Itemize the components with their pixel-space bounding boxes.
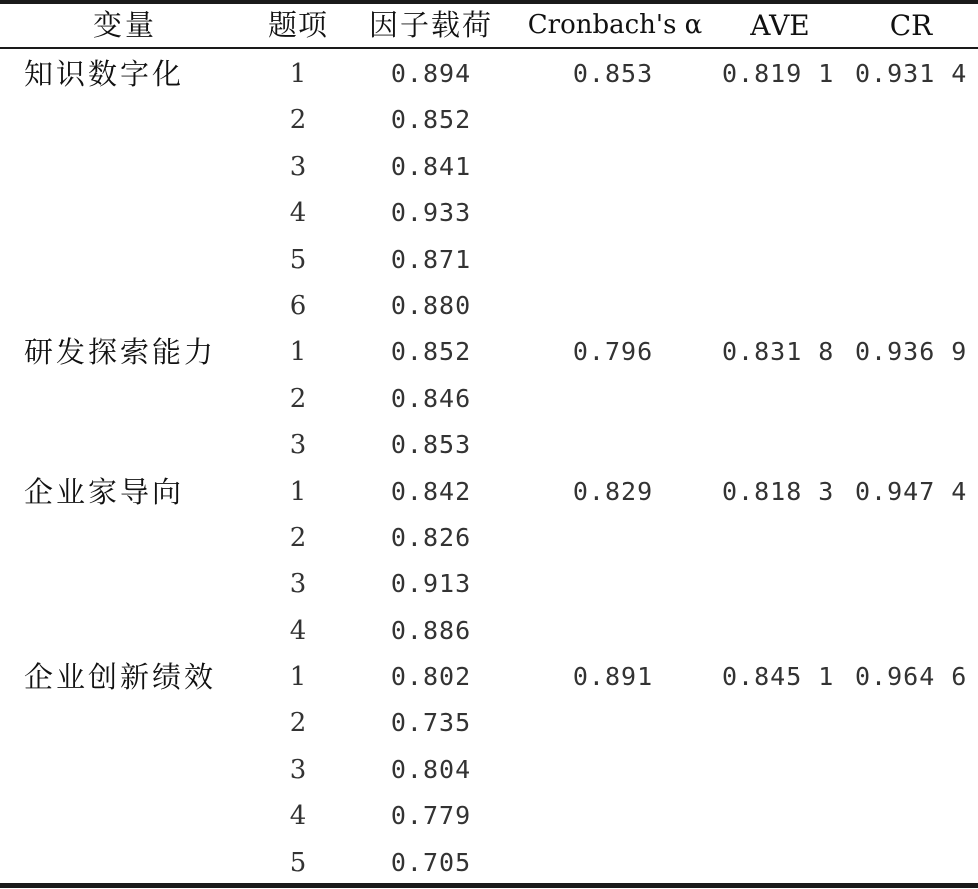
table-header-row [0, 4, 978, 47]
cell-item: 1 [289, 59, 307, 89]
cell-ave [722, 561, 834, 607]
cell-ave [722, 793, 834, 839]
table-row [0, 515, 978, 561]
cell-factor-loading: 0.735 [390, 708, 472, 738]
cell-ave [722, 97, 834, 143]
cell-item: 3 [289, 151, 307, 182]
cell-cr [855, 376, 967, 422]
cell-ave: 0.831 8 [722, 337, 835, 367]
table-row [0, 469, 978, 515]
cell-ave: 0.845 1 [722, 662, 835, 692]
cell-cr [855, 97, 967, 143]
cell-cronbach-alpha [568, 608, 658, 654]
cell-factor-loading: 0.779 [390, 801, 472, 831]
cell-cr [855, 515, 967, 561]
table-row [0, 376, 978, 422]
table-header-rule [0, 47, 978, 49]
cell-cronbach-alpha [568, 190, 658, 236]
cell-ave [722, 422, 834, 468]
cell-factor-loading: 0.804 [390, 754, 472, 784]
cell-ave [722, 283, 834, 329]
cell-item: 5 [289, 847, 307, 878]
cell-factor-loading: 0.842 [390, 476, 472, 506]
cell-cronbach-alpha [568, 237, 658, 283]
table-row [0, 840, 978, 886]
cell-variable: 研发探索能力 [24, 335, 217, 370]
cell-variable: 企业家导向 [24, 474, 185, 509]
cell-cronbach-alpha: 0.853 [572, 59, 654, 88]
table-row [0, 190, 978, 236]
cell-factor-loading: 0.852 [390, 105, 472, 135]
cell-item: 2 [289, 105, 307, 136]
cell-ave [722, 608, 834, 654]
header-cronbach-alpha: Cronbach's α [527, 10, 703, 40]
cell-cr: 0.936 9 [855, 337, 968, 367]
cell-cr [855, 793, 967, 839]
cell-factor-loading: 0.846 [390, 383, 472, 413]
table-row [0, 422, 978, 468]
cell-factor-loading: 0.841 [390, 151, 472, 181]
header-item: 题项 [267, 8, 328, 42]
cell-ave [722, 840, 834, 886]
cell-factor-loading: 0.802 [390, 662, 472, 692]
cell-cronbach-alpha [568, 793, 658, 839]
cell-item: 2 [289, 522, 307, 553]
cell-variable: 企业创新绩效 [24, 660, 217, 695]
cell-ave [722, 515, 834, 561]
cell-item: 5 [289, 244, 307, 275]
cell-item: 1 [289, 662, 307, 693]
header-cr: CR [889, 9, 933, 42]
table-row [0, 654, 978, 700]
cell-ave: 0.819 1 [722, 59, 835, 88]
header-factor-loading: 因子载荷 [368, 8, 493, 42]
cell-item: 4 [289, 801, 307, 832]
cell-cronbach-alpha [568, 422, 658, 468]
header-ave: AVE [750, 9, 810, 42]
table-row [0, 97, 978, 143]
cell-cronbach-alpha [568, 376, 658, 422]
cell-cr: 0.947 4 [855, 476, 968, 506]
cell-factor-loading: 0.880 [390, 290, 472, 320]
cell-item: 4 [289, 615, 307, 646]
table-body [0, 51, 978, 886]
table-row [0, 329, 978, 375]
cell-cronbach-alpha [568, 97, 658, 143]
cell-item: 3 [289, 754, 307, 785]
cell-item: 3 [289, 569, 307, 600]
table-row [0, 144, 978, 190]
cell-cr [855, 144, 967, 190]
cell-cr: 0.964 6 [855, 662, 968, 692]
cell-cronbach-alpha: 0.796 [572, 337, 654, 367]
table-bottom-rule [0, 883, 978, 888]
cell-factor-loading: 0.852 [390, 337, 472, 367]
cell-item: 1 [289, 337, 307, 368]
table-row [0, 237, 978, 283]
cell-ave [722, 700, 834, 746]
cell-item: 6 [289, 290, 307, 321]
cell-variable: 知识数字化 [24, 57, 185, 91]
table-row [0, 561, 978, 607]
cell-cr [855, 747, 967, 793]
table-row [0, 793, 978, 839]
cell-cronbach-alpha [568, 840, 658, 886]
cell-cr [855, 237, 967, 283]
cell-ave [722, 747, 834, 793]
cell-item: 2 [289, 708, 307, 739]
cell-ave [722, 144, 834, 190]
header-variable: 变量 [92, 8, 157, 42]
cell-ave: 0.818 3 [722, 476, 835, 506]
cell-cronbach-alpha [568, 283, 658, 329]
cell-factor-loading: 0.853 [390, 430, 472, 460]
cell-cr [855, 561, 967, 607]
cell-item: 2 [289, 383, 307, 414]
cell-item: 1 [289, 476, 307, 507]
cell-ave [722, 237, 834, 283]
cell-cr [855, 422, 967, 468]
table-row [0, 747, 978, 793]
cell-factor-loading: 0.826 [390, 522, 472, 552]
table-row [0, 608, 978, 654]
cell-cr [855, 840, 967, 886]
cell-ave [722, 190, 834, 236]
cell-cr [855, 608, 967, 654]
cell-cronbach-alpha [568, 561, 658, 607]
cell-cronbach-alpha [568, 144, 658, 190]
table-row [0, 51, 978, 97]
cell-cronbach-alpha: 0.891 [572, 662, 654, 692]
cell-cronbach-alpha [568, 515, 658, 561]
cell-factor-loading: 0.894 [390, 59, 472, 88]
table-row [0, 283, 978, 329]
cell-factor-loading: 0.913 [390, 569, 472, 599]
cell-item: 3 [289, 430, 307, 461]
cell-cr: 0.931 4 [855, 59, 968, 88]
cell-ave [722, 376, 834, 422]
cell-cr [855, 190, 967, 236]
cell-cronbach-alpha: 0.829 [572, 476, 654, 506]
cell-factor-loading: 0.871 [390, 244, 472, 274]
cell-cronbach-alpha [568, 747, 658, 793]
cell-factor-loading: 0.886 [390, 615, 472, 645]
table-row [0, 700, 978, 746]
cell-cronbach-alpha [568, 700, 658, 746]
cell-cr [855, 283, 967, 329]
cell-factor-loading: 0.705 [390, 847, 472, 877]
cell-item: 4 [289, 198, 307, 229]
cell-factor-loading: 0.933 [390, 198, 472, 228]
cell-cr [855, 700, 967, 746]
